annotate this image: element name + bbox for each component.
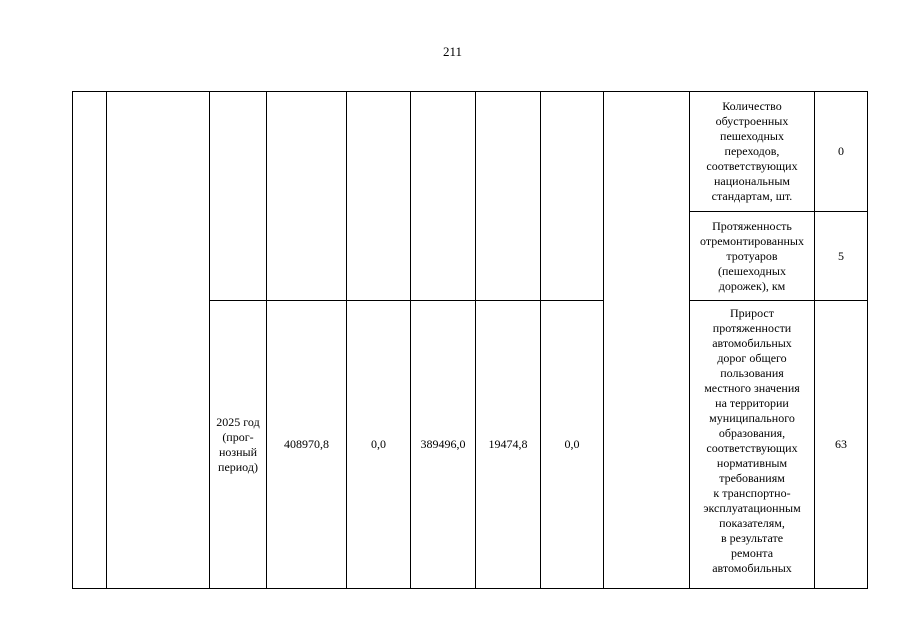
total-cell: 408970,8 — [284, 437, 329, 451]
col-divider-8 — [603, 91, 604, 589]
border-bottom — [72, 588, 868, 589]
indicator-value-3: 63 — [835, 437, 847, 451]
col-divider-1 — [106, 91, 107, 589]
indicator-name-3: Прирост протяженности автомобильных дорог общего пользования местного значения на территории муниципального образования, соответствующих нормативным требованиям к транспортно- эксплуатационным показателям, в результате ремонта автомобильных — [703, 306, 801, 575]
data-table — [72, 91, 868, 589]
indicator-name-2: Протяженность отремонтированных тротуаров (пешеходных дорожек), км — [700, 218, 804, 293]
value-cell-1: 0,0 — [371, 437, 386, 451]
indicator-name-1: Количество обустроенных пешеходных переходов, соответствующих национальным стандартам, шт. — [706, 99, 798, 203]
value-cell-2: 389496,0 — [420, 437, 466, 451]
period-cell: 2025 год (прог- нозный период) — [216, 414, 260, 474]
value-cell-3: 19474,8 — [488, 437, 528, 451]
value-cell-4: 0,0 — [564, 437, 580, 451]
page-number: 211 — [442, 44, 463, 59]
border-left — [72, 91, 73, 589]
border-right — [867, 91, 868, 589]
indicator-value-2: 5 — [838, 248, 844, 263]
indicator-value-1: 0 — [838, 144, 844, 158]
